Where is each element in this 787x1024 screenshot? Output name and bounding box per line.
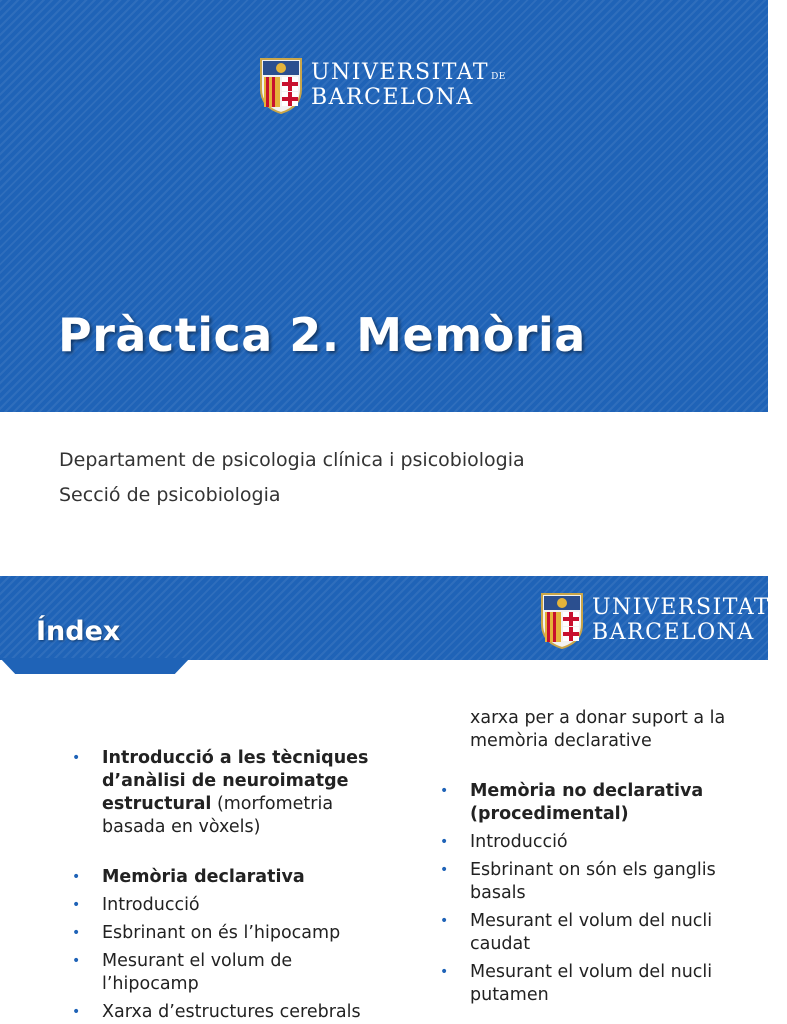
list-item (72, 1001, 372, 1024)
list-item-text: Mesurant el volum del nucli putamen (470, 962, 713, 1005)
list-item-bold: Memòria no declarativa (procedimental) (470, 781, 704, 824)
logo-line-1-suffix: DE (491, 71, 506, 82)
list-item (440, 910, 760, 956)
logo-line-1: UNIVERSITAT (592, 594, 771, 620)
logo-line-2: BARCELONA (592, 619, 755, 645)
list-item-text: Mesurant el volum del nucli caudat (470, 911, 713, 954)
university-logo (257, 55, 506, 115)
list-item-bold: Introducció a les tècniques d’anàlisi de neuroimatge estructural (102, 748, 369, 814)
index-title: Índex (36, 616, 121, 647)
logo-line-2: BARCELONA (311, 84, 474, 110)
list-item-continuation (440, 707, 760, 753)
list-item (72, 866, 372, 889)
university-logo (538, 590, 787, 650)
list-item-text: Xarxa d’estructures cerebrals (102, 1002, 361, 1022)
university-shield-icon (257, 55, 305, 115)
list-item-text: Esbrinant on són els ganglis basals (470, 860, 716, 903)
index-list-right (440, 707, 760, 1007)
university-shield-icon (538, 590, 586, 650)
list-item (440, 831, 760, 854)
list-item-text: (morfometria basada en vòxels) (102, 794, 334, 837)
logo-line-1-suffix: DE (772, 606, 787, 617)
list-item-bold: Memòria declarativa (102, 867, 305, 887)
banner-notch (0, 658, 190, 674)
subtitle-section: Secció de psicobiologia (59, 484, 281, 506)
list-item (72, 894, 372, 917)
logo-line-1: UNIVERSITAT (311, 59, 490, 85)
list-item (440, 780, 760, 826)
list-item-text: Introducció (102, 895, 200, 915)
list-item (72, 922, 372, 945)
list-item (72, 950, 372, 996)
list-item-text: Esbrinant on és l’hipocamp (102, 923, 341, 943)
index-list-left (72, 747, 372, 1024)
list-item (440, 859, 760, 905)
subtitle-department: Departament de psicologia clínica i psicobiologia (59, 449, 525, 471)
title-slide-banner (0, 0, 768, 412)
list-item (72, 747, 372, 839)
list-item-text: Mesurant el volum de l’hipocamp (102, 951, 293, 994)
list-item-text: Introducció (470, 832, 568, 852)
slide-title: Pràctica 2. Memòria (58, 308, 586, 362)
list-item-text: xarxa per a donar suport a la memòria declarative (470, 708, 726, 751)
list-item (440, 961, 760, 1007)
